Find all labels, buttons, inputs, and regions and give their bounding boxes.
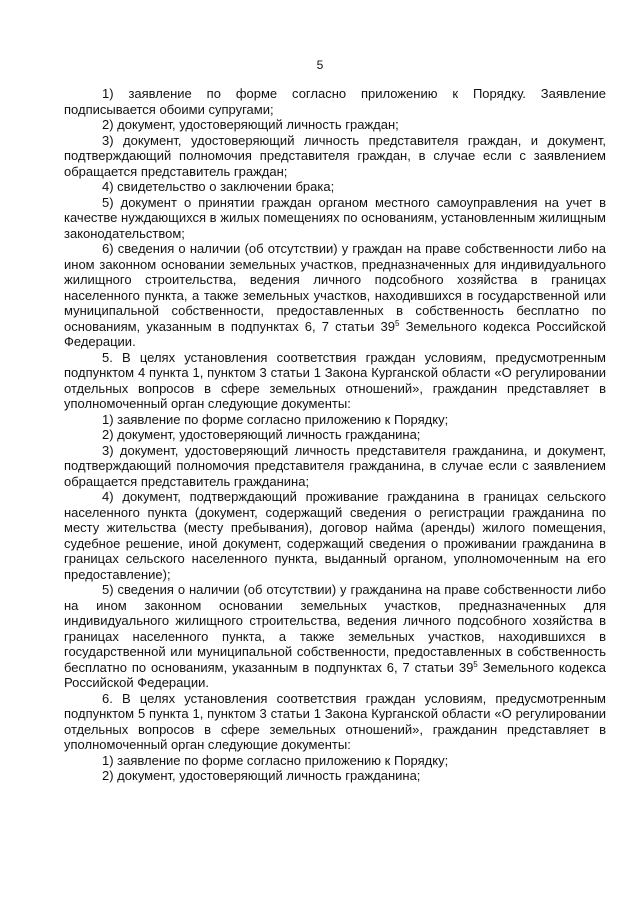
paragraph-text: 2) документ, удостоверяющий личность граждан;: [102, 117, 399, 132]
paragraph-text-after: Земельного кодекса Российской Федерации.: [64, 659, 606, 690]
paragraph-text: 1) заявление по форме согласно приложению к Порядку;: [102, 752, 449, 768]
paragraph-text: 1) заявление по форме согласно приложению к Порядку. Заявление подписывается обоими супругами;: [64, 86, 606, 117]
paragraph: [64, 412, 606, 428]
paragraph: [64, 427, 606, 443]
superscript: 5: [394, 318, 400, 328]
paragraph: [64, 691, 606, 753]
paragraph-text: 3) документ, удостоверяющий личность представителя граждан, и документ, подтверждающий полномочия представителя граждан, в случае если с заявлением обращается представитель граждан;: [64, 132, 606, 179]
paragraph-text: 1) заявление по форме согласно приложению к Порядку;: [102, 411, 449, 427]
paragraph-text: 6. В целях установления соответствия граждан условиям, предусмотренным подпунктом 5 пункта 1, пунктом 3 статьи 1 Закона Курганской области «О регулировании отдельных вопросов в сфере земельных отношений», гражданин представляет в уполномоченный орган следующие документы:: [64, 690, 606, 752]
page-number: 5: [316, 58, 324, 72]
paragraph-text: 2) документ, удостоверяющий личность гражданина;: [102, 427, 421, 442]
paragraph-text: 4) документ, подтверждающий проживание гражданина в границах сельского населенного пункта (документ, содержащий сведения о регистрации гражданина по месту жительства (месту пребывания), договор найма (аренды) жилого помещения, судебное решение, иной документ, содержащий сведения о проживании гражданина в границах сельского населенного пункта, выданный органом, уполномоченным на его предоставление);: [64, 489, 606, 582]
paragraph-text-after: Земельного кодекса Российской Федерации.: [64, 318, 606, 349]
paragraph-text: 5) сведения о наличии (об отсутствии) у гражданина на праве собственности либо на ином законном основании земельных участков, предназначенных для индивидуального жилищного строительства, ведения личного подсобного хозяйства в границах населенного пункта, а также земельных участков, находившихся в государственной или муниципальной собственности, предоставленных в собственность бесплатно по основаниям, указанным в подпунктах 6, 7 статьи 39: [64, 582, 606, 675]
paragraph: [64, 753, 606, 769]
paragraph: [64, 117, 606, 133]
paragraph-text: 3) документ, удостоверяющий личность представителя гражданина, и документ, подтверждающий полномочия представителя гражданина, в случае если с заявлением обращается представитель гражданина;: [64, 442, 606, 489]
paragraph-text: 6) сведения о наличии (об отсутствии) у граждан на праве собственности либо на ином законном основании земельных участков, предназначенных для индивидуального жилищного строительства, ведения личного подсобного хозяйства в границах населенного пункта, а также земельных участков, находившихся в государственной или муниципальной собственности, предоставленных в собственность бесплатно по основаниям, указанным в подпунктах 6, 7 статьи 39: [64, 241, 606, 334]
paragraph-text: 2) документ, удостоверяющий личность гражданина;: [102, 768, 421, 783]
paragraph: [64, 86, 606, 117]
paragraph-text: 4) свидетельство о заключении брака;: [102, 179, 335, 194]
paragraph: [64, 582, 606, 691]
paragraph: [64, 350, 606, 412]
paragraph: [64, 195, 606, 242]
paragraph: [64, 133, 606, 180]
paragraph-text: 5) документ о принятии граждан органом местного самоуправления на учет в качестве нуждающихся в жилых помещениях по основаниям, установленным жилищным законодательством;: [64, 194, 606, 241]
document-body: [64, 86, 606, 784]
paragraph: [64, 443, 606, 490]
paragraph: [64, 489, 606, 582]
paragraph: [64, 241, 606, 350]
paragraph-text: 5. В целях установления соответствия граждан условиям, предусмотренным подпунктом 4 пункта 1, пунктом 3 статьи 1 Закона Курганской области «О регулировании отдельных вопросов в сфере земельных отношений», гражданин представляет в уполномоченный орган следующие документы:: [64, 349, 606, 411]
paragraph: [64, 179, 606, 195]
paragraph: [64, 768, 606, 784]
superscript: 5: [473, 659, 478, 669]
